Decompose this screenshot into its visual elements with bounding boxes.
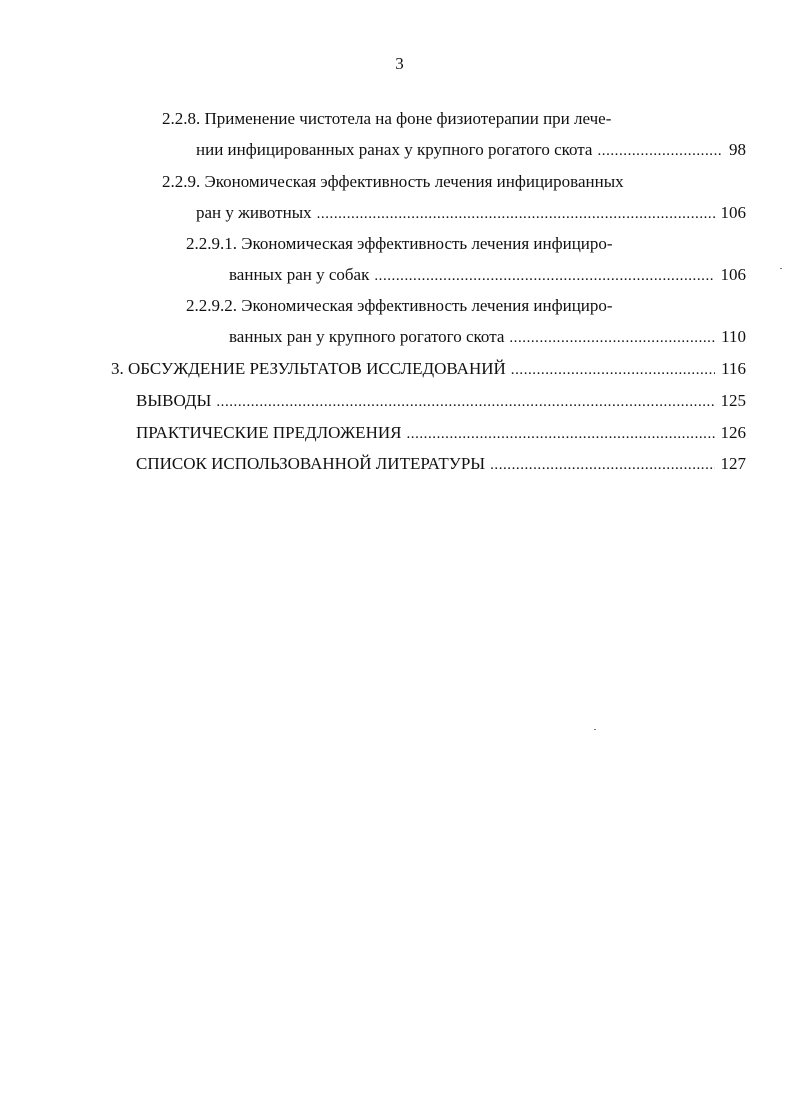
toc-page-number: 106 [720,265,746,284]
page-number: 3 [395,54,404,73]
dot-leader [317,204,715,224]
dot-leader [406,424,714,444]
toc-entry-text: ванных ран у собак [229,265,370,284]
dot-leader [509,328,715,348]
toc-page-number: 98 [729,140,746,159]
toc-entry-3 [111,359,746,380]
dot-leader [374,266,714,286]
toc-page-number: 125 [720,391,746,410]
toc-page-number: 127 [720,454,746,473]
toc-entry-proposals [136,423,746,444]
dot-leader [597,141,723,161]
dot-leader [511,360,715,380]
scan-speck [780,268,782,269]
toc-page-number: 126 [720,423,746,442]
toc-page-number: 116 [721,359,746,378]
dot-leader [490,455,714,475]
toc-entry-2-2-9-2-line1: 2.2.9.2. Экономическая эффективность лечения инфициро- [186,296,613,315]
dot-leader [216,392,714,412]
toc-entry-text: 3. ОБСУЖДЕНИЕ РЕЗУЛЬТАТОВ ИССЛЕДОВАНИЙ [111,359,506,378]
scan-speck [594,729,596,730]
toc-entry-references [136,454,746,475]
toc-entry-2-2-9-line1: 2.2.9. Экономическая эффективность лечения инфицированных [162,172,624,191]
toc-entry-2-2-9-1-line1: 2.2.9.1. Экономическая эффективность лечения инфициро- [186,234,613,253]
toc-entry-text: ран у животных [196,203,312,222]
toc-entry-2-2-8-line1: 2.2.8. Применение чистотела на фоне физиотерапии при лече- [162,109,612,128]
toc-entry-text: СПИСОК ИСПОЛЬЗОВАННОЙ ЛИТЕРАТУРЫ [136,454,486,473]
toc-entry-2-2-9-1-line2 [229,265,746,286]
toc-entry-text: ВЫВОДЫ [136,391,212,410]
toc-entry-text: ПРАКТИЧЕСКИЕ ПРЕДЛОЖЕНИЯ [136,423,402,442]
toc-entry-2-2-8-line2 [196,140,746,161]
toc-entry-text: нии инфицированных ранах у крупного рогатого скота [196,140,593,159]
toc-entry-conclusions [136,391,746,412]
toc-page-number: 110 [721,327,746,346]
toc-entry-2-2-9-2-line2 [229,327,746,348]
toc-entry-text: ванных ран у крупного рогатого скота [229,327,505,346]
toc-page-number: 106 [720,203,746,222]
toc-entry-2-2-9-line2 [196,203,746,224]
